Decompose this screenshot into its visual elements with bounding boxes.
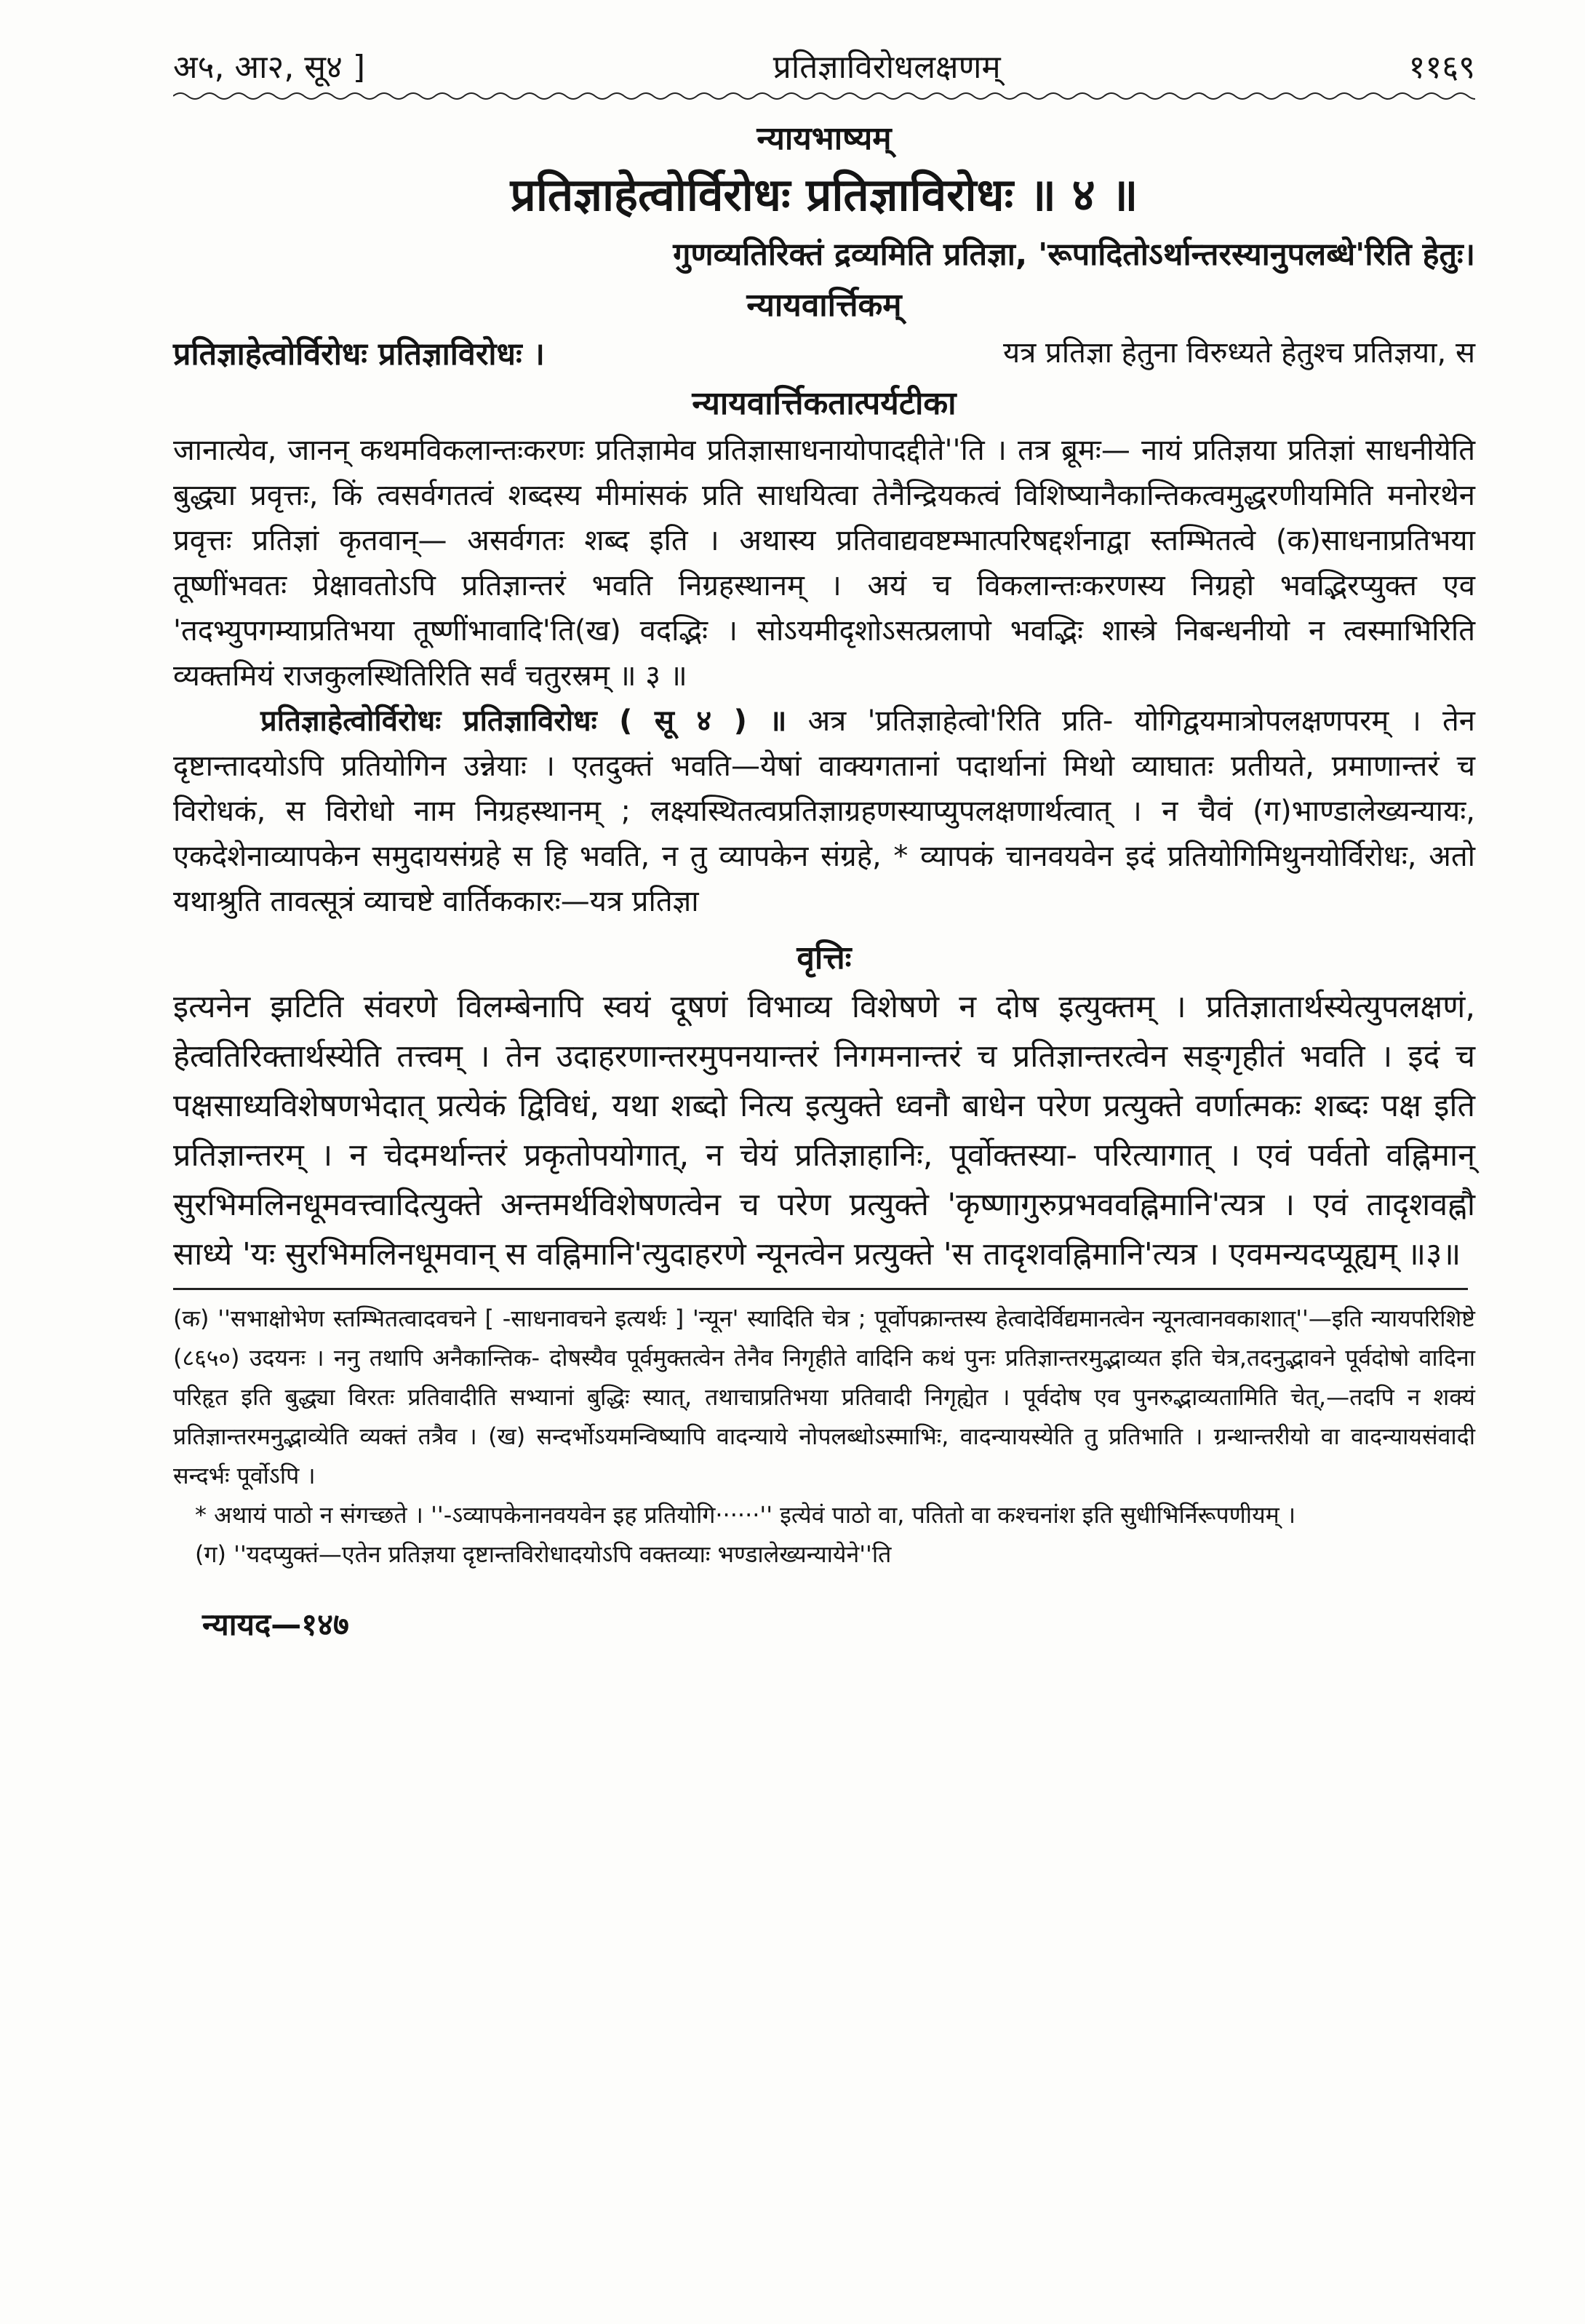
tika-sutra-lead: प्रतिज्ञाहेत्वोर्विरोधः प्रतिज्ञाविरोधः ( सू ४ ) ॥: [260, 704, 787, 738]
bhashya-text: गुणव्यतिरिक्तं द्रव्यमिति प्रतिज्ञा, 'रूपादितोऽर्थान्तरस्यानुपलब्धे'रिति हेतुः।: [673, 236, 1475, 273]
vartika-text: यत्र प्रतिज्ञा हेतुना विरुध्यते हेतुश्च प्रतिज्ञया, स: [1003, 336, 1475, 370]
nyayabhashya-heading: न्यायभाष्यम्: [756, 120, 892, 157]
vrtti-heading: वृत्तिः: [797, 939, 852, 976]
vartika-line: [173, 331, 1475, 374]
footnote-asterisk: * अथायं पाठो न संगच्छते । ''-ऽव्यापकेनानवयवेन इह प्रतियोगि······'' इत्येवं पाठो वा, पतितो वा कश्चनांश इति सुधीभिर्निरूपणीयम् ।: [195, 1501, 1296, 1529]
page-number: ११६९: [1408, 49, 1475, 86]
vrtti-paragraph: इत्यनेन झटिति संवरणे विलम्बेनापि स्वयं दूषणं विभाव्य विशेषणे न दोष इत्युक्तम् । प्रतिज्ञातार्थस्येत्युपलक्षणं, हेत्वतिरिक्तार्थस्येति तत्त्वम् । तेन उदाहरणान्तरमुपनयान्तरं निगमनान्तरं च प्रतिज्ञान्तरत्वेन सङ्गृहीतं भवति । इदं च पक्षसाध्यविशेषणभेदात् प्रत्येकं द्विविधं, यथा शब्दो नित्य इत्युक्ते ध्वनौ बाधेन परेण प्रत्युक्ते वर्णात्मकः शब्दः पक्ष इति प्रतिज्ञान्तरम् । न चेदमर्थान्तरं प्रकृतोपयोगात्, न चेयं प्रतिज्ञाहानिः, पूर्वोक्तस्या- परित्यागात् । एवं पर्वतो वह्निमान् सुरभिमलिनधूमवत्त्वादित्युक्ते अन्तमर्थविशेषणत्वेन च परेण प्रत्युक्ते 'कृष्णागुरुप्रभववह्निमानि'त्यत्र । एवं तादृशवह्नौ साध्ये 'यः सुरभिमलिनधूमवान् स वह्निमानि'त्युदाहरणे न्यूनत्वेन प्रत्युक्ते 'स तादृशवह्निमानि'त्यत्र । एवमन्यदप्यूह्यम् ॥३॥: [173, 989, 1475, 1273]
tika-heading: न्यायवार्त्तिकतात्पर्यटीका: [692, 385, 957, 422]
tika-paragraph-2-text: अत्र 'प्रतिज्ञाहेत्वो'रिति प्रति- योगिद्वयमात्रोपलक्षणपरम् । तेन दृष्टान्तादयोऽपि प्रतियोगिन उन्नेयाः । एतदुक्तं भवति—येषां वाक्यगतानां पदार्थानां मिथो व्याघातः प्रतीयते, प्रमाणान्तरं च विरोधकं, स विरोधो नाम निग्रहस्थानम् ; लक्ष्यस्थितत्वप्रतिज्ञाग्रहणस्याप्युपलक्षणार्थत्वात् । न चैवं (ग)भाण्डालेख्यन्यायः, एकदेशेनाव्यापकेन समुदायसंग्रहे स हि भवति, न तु व्यापकेन संग्रहे, * व्यापकं चानवयवेन इदं प्रतियोगिमिथुनयोर्विरोधः, अतो यथाश्रुति तावत्सूत्रं व्याचष्टे वार्तिककारः—यत्र प्रतिज्ञा: [173, 704, 1475, 918]
header-title: प्रतिज्ञाविरोधलक्षणम्: [772, 49, 1001, 86]
tika-paragraph-1: जानात्येव, जानन् कथमविकलान्तःकरणः प्रतिज्ञामेव प्रतिज्ञासाधनायोपादद्दीते''ति । तत्र ब्रूमः— नायं प्रतिज्ञया प्रतिज्ञां साधनीयेति बुद्ध्या प्रवृत्तः, किं त्वसर्वगतत्वं शब्दस्य मीमांसकं प्रति साधयित्वा तेनैन्द्रियकत्वं विशिष्यानैकान्तिकत्वमुद्धरणीयमिति मनोरथेन प्रवृत्तः प्रतिज्ञां कृतवान्— असर्वगतः शब्द इति । अथास्य प्रतिवाद्यवष्टम्भात्परिषद्दर्शनाद्वा स्तम्भितत्वे (क)साधनाप्रतिभया तूष्णींभवतः प्रेक्षावतोऽपि प्रतिज्ञान्तरं भवति निग्रहस्थानम् । अयं च विकलान्तःकरणस्य निग्रहो भवद्भिरप्युक्त एव 'तदभ्युपगम्याप्रतिभया तूष्णींभावादि'ति(ख) वदद्भिः । सोऽयमीदृशोऽसत्प्रलापो भवद्भिः शास्त्रे निबन्धनीयो न त्वस्माभिरिति व्यक्तमियं राजकुलस्थितिरिति सर्वं चतुरस्रम् ॥ ३ ॥: [173, 434, 1475, 693]
sutra-text: प्रतिज्ञाहेत्वोर्विरोधः प्रतिज्ञाविरोधः ॥ ४ ॥: [510, 168, 1138, 221]
footnote-rule: [173, 1288, 1468, 1290]
footnote-ga: (ग) ''यदप्युक्तं—एतेन प्रतिज्ञया दृष्टान्तविरोधादयोऽपि वक्तव्याः भण्डालेख्यन्यायेने''ति: [195, 1540, 892, 1568]
running-header: [173, 29, 1475, 87]
vartika-heading: न्यायवार्त्तिकम्: [746, 287, 902, 324]
tika-paragraph-2: [173, 699, 1475, 924]
page: [173, 29, 1475, 1644]
footnote-ka-kha: (क) ''सभाक्षोभेण स्तम्भितत्वादवचने [ -साधनावचने इत्यर्थः ] 'न्यून' स्यादिति चेत्र ; पूर्वोपक्रान्तस्य हेत्वादेर्विद्यमानत्वेन न्यूनत्वानवकाशात्''—इति न्यायपरिशिष्टे (८६५०) उदयनः । ननु तथापि अनैकान्तिक- दोषस्यैव पूर्वमुक्तत्वेन तेनैव निगृहीते वादिनि कथं पुनः प्रतिज्ञान्तरमुद्भाव्यत इति चेत्र,तदनुद्भावने पूर्वदोषो वादिना परिहृत इति बुद्ध्या विरतः प्रतिवादीति सभ्यानां बुद्धिः स्यात्, तथाचाप्रतिभया प्रतिवादी निगृह्येत । पूर्वदोष एव पुनरुद्भाव्यतामिति चेत्,—तदपि न शक्यं प्रतिज्ञान्तरमनुद्भाव्येति व्यक्तं तत्रैव । (ख) सन्दर्भोऽयमन्विष्यापि वादन्याये नोपलब्धोऽस्माभिः, वादन्यायस्येति तु प्रतिभाति । ग्रन्थान्तरीयो वा वादन्यायसंवादी सन्दर्भः पूर्वोऽपि ।: [173, 1305, 1475, 1489]
wavy-rule: [173, 90, 1475, 102]
signature-mark: न्यायद—१४७: [202, 1607, 349, 1642]
vartika-sutra: प्रतिज्ञाहेत्वोर्विरोधः प्रतिज्ञाविरोधः ।: [173, 336, 545, 373]
header-left: अ५, आ२, सू४ ]: [173, 49, 366, 86]
